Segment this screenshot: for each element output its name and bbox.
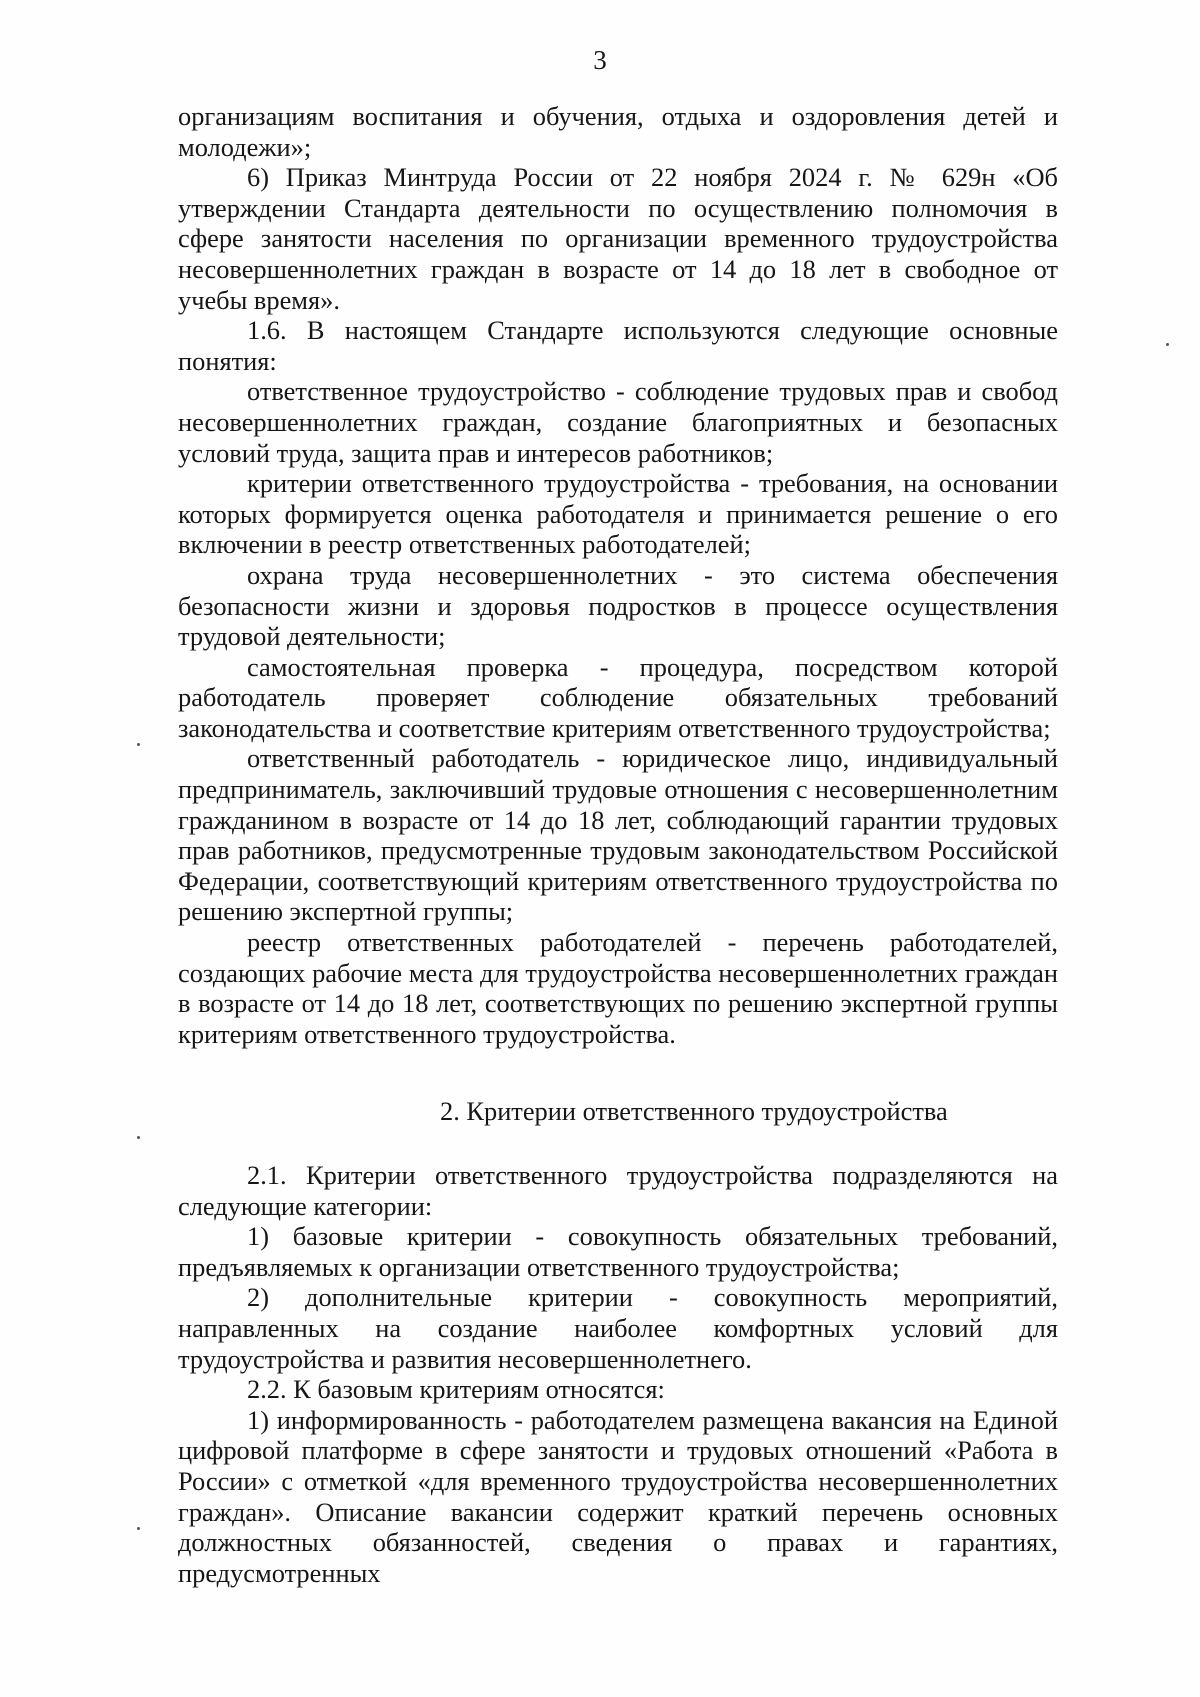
paragraph-2-1: 2.1. Критерии ответственного трудоустройства подразделяются на следующие категории: (178, 1160, 1058, 1221)
paragraph-awareness: 1) информированность - работодателем размещена вакансия на Единой цифровой платформе в сфере занятости и трудовых отношений «Работа в России» с отметкой «для временного трудоустройства несовершеннолетних граждан». Описание вакансии содержит краткий перечень основных должностных обязанностей, сведения о правах и гарантиях, предусмотренных (178, 1404, 1058, 1588)
document-body (178, 101, 1058, 1588)
paragraph-additional-criteria: 2) дополнительные критерии - совокупность мероприятий, направленных на создание наиболее комфортных условий для трудоустройства и развития несовершеннолетнего. (178, 1282, 1058, 1374)
definition-responsible-employer: ответственный работодатель - юридическое лицо, индивидуальный предприниматель, заключивший трудовые отношения с несовершеннолетним гражданином в возрасте от 14 до 18 лет, соблюдающий гарантии трудовых прав работников, предусмотренные трудовым законодательством Российской Федерации, соответствующий критериям ответственного трудоустройства по решению экспертной группы; (178, 743, 1058, 927)
page-number: 3 (593, 45, 607, 75)
paragraph-order-reference: 6) Приказ Минтруда России от 22 ноября 2024 г. № 629н «Об утверждении Стандарта деятельности по осуществлению полномочия в сфере занятости населения по организации временного трудоустройства несовершеннолетних граждан в возрасте от 14 до 18 лет в свободное от учебы время». (178, 162, 1058, 315)
section-heading: 2. Критерии ответственного трудоустройства (440, 1096, 948, 1127)
paragraph-continuation: организациям воспитания и обучения, отдыха и оздоровления детей и молодежи»; (178, 101, 1058, 162)
definition-self-check: самостоятельная проверка - процедура, посредством которой работодатель проверяет соблюдение обязательных требований законодательства и соответствие критериям ответственного трудоустройства; (178, 651, 1058, 743)
scan-speck (137, 1527, 140, 1530)
paragraph-2-2: 2.2. К базовым критериям относятся: (247, 1374, 665, 1405)
definition-criteria: критерии ответственного трудоустройства - требования, на основании которых формируется оценка работодателя и принимается решение о его включении в реестр ответственных работодателей; (178, 468, 1058, 560)
scan-speck (1166, 343, 1169, 346)
scan-speck (137, 743, 140, 746)
definition-labor-protection: охрана труда несовершеннолетних - это система обеспечения безопасности жизни и здоровья подростков в процессе осуществления трудовой деятельности; (178, 559, 1058, 652)
definition-responsible-employment: ответственное трудоустройство - соблюдение трудовых прав и свобод несовершеннолетних граждан, создание благоприятных и безопасных условий труда, защита прав и интересов работников; (178, 376, 1058, 468)
scan-speck (137, 1136, 140, 1139)
paragraph-base-criteria: 1) базовые критерии - совокупность обязательных требований, предъявляемых к организации ответственного трудоустройства; (178, 1221, 1058, 1282)
paragraph-definitions-intro: 1.6. В настоящем Стандарте используются следующие основные понятия: (178, 315, 1058, 376)
definition-registry: реестр ответственных работодателей - перечень работодателей, создающих рабочие места для трудоустройства несовершеннолетних граждан в возрасте от 14 до 18 лет, соответствующих по решению экспертной группы критериям ответственного трудоустройства. (178, 927, 1058, 1049)
